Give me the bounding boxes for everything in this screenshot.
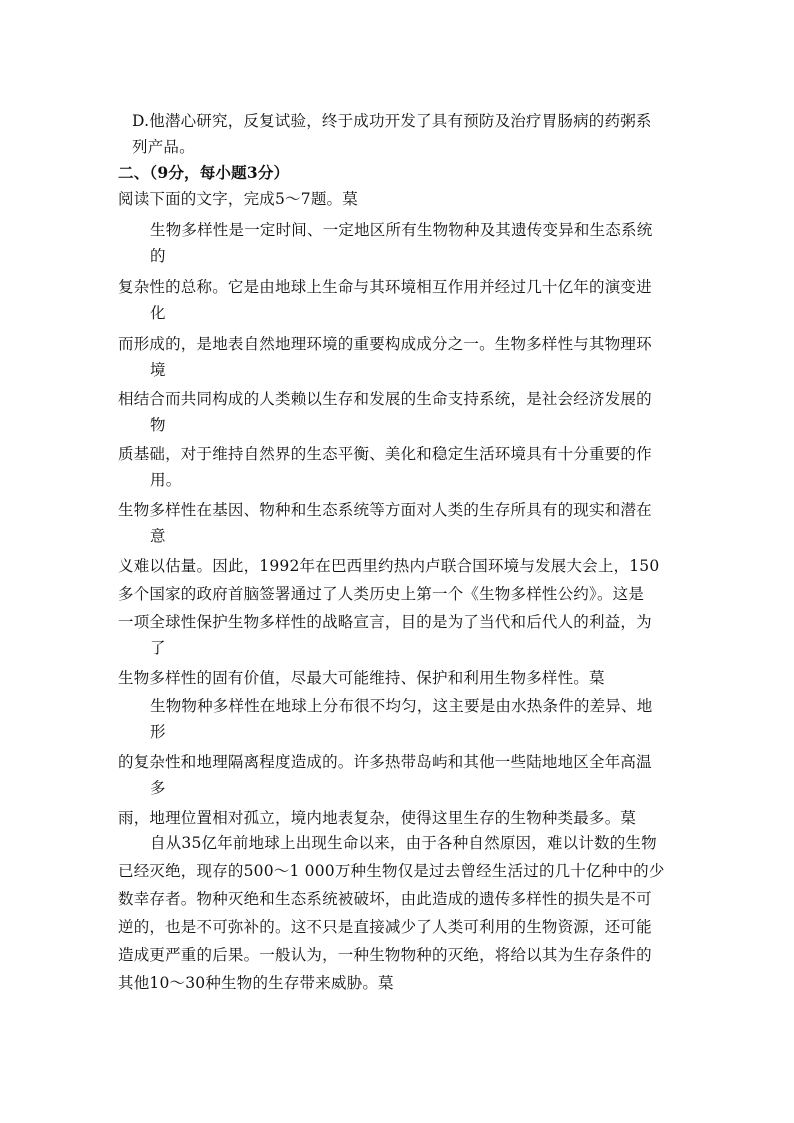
paragraph-4-line-1: 自从35亿年前地球上出现生命以来，由于各种自然原因，难以计数的生物 <box>150 834 657 852</box>
paragraph-3-line-1: 生物物种多样性在地球上分布很不均匀，这主要是由水热条件的差异、地 <box>150 697 653 715</box>
paragraph-2-line-2: 意 <box>150 527 166 545</box>
paragraph-3-line-4: 多 <box>150 779 166 797</box>
paragraph-2-line-6: 了 <box>150 639 166 657</box>
paragraph-4-line-2: 已经灭绝，现存的500～1 000万种生物仅是过去曾经生活过的几十亿种中的少 <box>118 862 665 880</box>
paragraph-2-line-5: 一项全球性保护生物多样性的战略宣言，目的是为了当代和后代人的利益，为 <box>118 613 652 631</box>
option-d-line-1: D.他潜心研究，反复试验，终于成功开发了具有预防及治疗胃肠病的药粥系 <box>132 112 652 130</box>
paragraph-3-line-2: 形 <box>150 723 166 741</box>
paragraph-1-line-1: 生物多样性是一定时间、一定地区所有生物物种及其遗传变异和生态系统 <box>150 221 653 239</box>
paragraph-1-line-10: 用。 <box>150 471 182 489</box>
paragraph-2-line-3: 义难以估量。因此，1992年在巴西里约热内卢联合国环境与发展大会上，150 <box>118 557 660 575</box>
instruction-line: 阅读下面的文字，完成5～7题。菒 <box>118 190 358 208</box>
paragraph-4-line-4: 逆的，也是不可弥补的。这不只是直接减少了人类可利用的生物资源，还可能 <box>118 918 652 936</box>
paragraph-1-line-3: 复杂性的总称。它是由地球上生命与其环境相互作用并经过几十亿年的演变进 <box>118 278 652 296</box>
paragraph-1-line-9: 质基础，对于维持自然界的生态平衡、美化和稳定生活环境具有十分重要的作 <box>118 445 652 463</box>
paragraph-4-line-6: 其他10～30种生物的生存带来威胁。菒 <box>118 974 394 992</box>
paragraph-1-line-4: 化 <box>150 304 166 322</box>
option-d-line-2: 列产品。 <box>132 138 195 156</box>
paragraph-4-line-3: 数幸存者。物种灭绝和生态系统被破坏，由此造成的遗传多样性的损失是不可 <box>118 890 652 908</box>
section-heading: 二、（9分，每小题3分） <box>118 163 290 182</box>
paragraph-1-line-8: 物 <box>150 416 166 434</box>
paragraph-2-line-7: 生物多样性的固有价值，尽最大可能维持、保护和利用生物多样性。菒 <box>118 669 605 687</box>
paragraph-1-line-5: 而形成的，是地表自然地理环境的重要构成成分之一。生物多样性与其物理环 <box>118 335 652 353</box>
paragraph-3-line-3: 的复杂性和地理隔离程度造成的。许多热带岛屿和其他一些陆地地区全年高温 <box>118 753 652 771</box>
paragraph-1-line-7: 相结合而共同构成的人类赖以生存和发展的生命支持系统，是社会经济发展的 <box>118 390 652 408</box>
paragraph-1-line-6: 境 <box>150 361 166 379</box>
paragraph-1-line-2: 的 <box>150 247 166 265</box>
paragraph-2-line-4: 多个国家的政府首脑签署通过了人类历史上第一个《生物多样性公约》。这是 <box>118 585 645 603</box>
paragraph-3-line-5: 雨，地理位置相对孤立，境内地表复杂，使得这里生存的生物种类最多。菒 <box>118 809 637 827</box>
paragraph-4-line-5: 造成更严重的后果。一般认为，一种生物物种的灭绝，将给以其为生存条件的 <box>118 946 652 964</box>
paragraph-2-line-1: 生物多样性在基因、物种和生态系统等方面对人类的生存所具有的现实和潜在 <box>118 501 652 519</box>
